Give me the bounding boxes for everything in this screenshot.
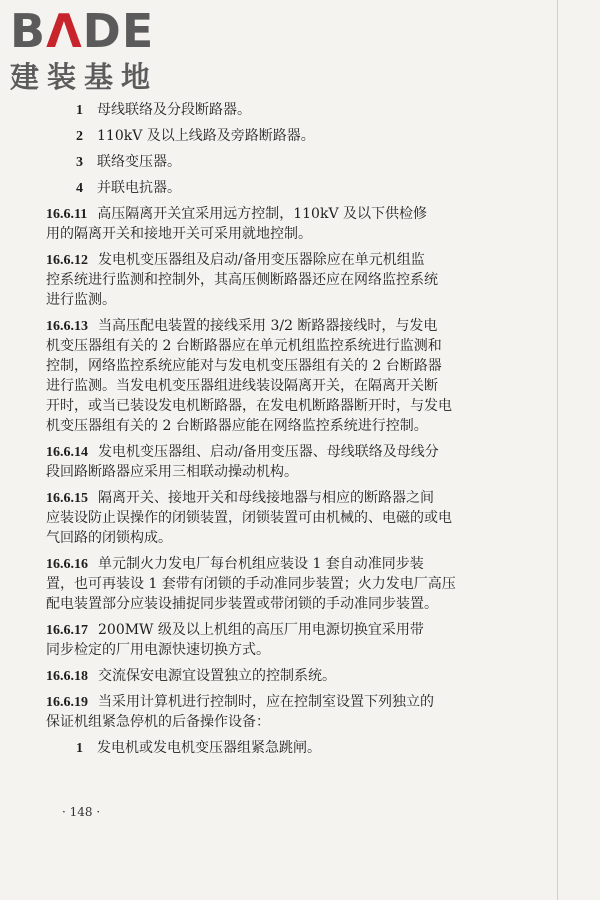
clause-text-line: 进行监测。 — [46, 292, 116, 308]
logo — [10, 4, 180, 94]
clause-16-6-19: 16.6.19 当采用计算机进行控制时，应在控制室设置下列独立的 — [46, 694, 434, 710]
clause-text-line: 机变压器组有关的 2 台断路器应能在网络监控系统进行控制。 — [46, 418, 428, 434]
clause-text-line: 控系统进行监测和控制外，其高压侧断路器还应在网络监控系统 — [46, 272, 438, 288]
list-item: 1 发电机或发电机变压器组紧急跳闸。 — [76, 740, 321, 756]
list-item: 4 并联电抗器。 — [76, 180, 181, 196]
logo-subtitle: 建装基地 — [10, 60, 159, 94]
list-item: 2 110kV 及以上线路及旁路断路器。 — [76, 128, 315, 144]
clause-16-6-16: 16.6.16 单元制火力发电厂每台机组应装设 1 套自动准同步装 — [46, 556, 424, 572]
clause-text-line: 配电装置部分应装设捕捉同步装置或带闭锁的手动准同步装置。 — [46, 596, 438, 612]
document-body — [46, 100, 486, 758]
clause-text-line: 气回路的闭锁构成。 — [46, 530, 172, 546]
clause-16-6-13: 16.6.13 当高压配电装置的接线采用 3/2 断路器接线时，与发电 — [46, 318, 438, 334]
list-item: 1 母线联络及分段断路器。 — [76, 102, 251, 118]
page-edge-line — [557, 0, 558, 900]
clause-16-6-17: 16.6.17 200MW 级及以上机组的高压厂用电源切换宜采用带 — [46, 622, 424, 638]
clause-16-6-15: 16.6.15 隔离开关、接地开关和母线接地器与相应的断路器之间 — [46, 490, 434, 506]
clause-text-line: 机变压器组有关的 2 台断路器应在单元机组监控系统进行监测和 — [46, 338, 442, 354]
page-number: · 148 · — [62, 805, 101, 819]
clause-text-line: 进行监测。当发电机变压器组进线装设隔离开关，在隔离开关断 — [46, 378, 438, 394]
clause-16-6-14: 16.6.14 发电机变压器组、启动/备用变压器、母线联络及母线分 — [46, 444, 439, 460]
clause-text-line: 开时，或当已装设发电机断路器，在发电机断路器断开时，与发电 — [46, 398, 452, 414]
clause-text-line: 同步检定的厂用电源快速切换方式。 — [46, 642, 270, 658]
logo-wordmark: BΛDE — [10, 4, 155, 58]
clause-text-line: 保证机组紧急停机的后备操作设备： — [46, 714, 270, 730]
list-item: 3 联络变压器。 — [76, 154, 181, 170]
clause-16-6-11: 16.6.11 高压隔离开关宜采用远方控制，110kV 及以下供检修 — [46, 206, 427, 222]
clause-16-6-12: 16.6.12 发电机变压器组及启动/备用变压器除应在单元机组监 — [46, 252, 425, 268]
clause-text-line: 置，也可再装设 1 套带有闭锁的手动准同步装置；火力发电厂高压 — [46, 576, 456, 592]
clause-text-line: 用的隔离开关和接地开关可采用就地控制。 — [46, 226, 312, 242]
clause-16-6-18: 16.6.18 交流保安电源宜设置独立的控制系统。 — [46, 668, 336, 684]
clause-text-line: 段回路断路器应采用三相联动操动机构。 — [46, 464, 298, 480]
clause-text-line: 应装设防止误操作的闭锁装置，闭锁装置可由机械的、电磁的或电 — [46, 510, 452, 526]
clause-text-line: 控制，网络监控系统应能对与发电机变压器组有关的 2 台断路器 — [46, 358, 442, 374]
